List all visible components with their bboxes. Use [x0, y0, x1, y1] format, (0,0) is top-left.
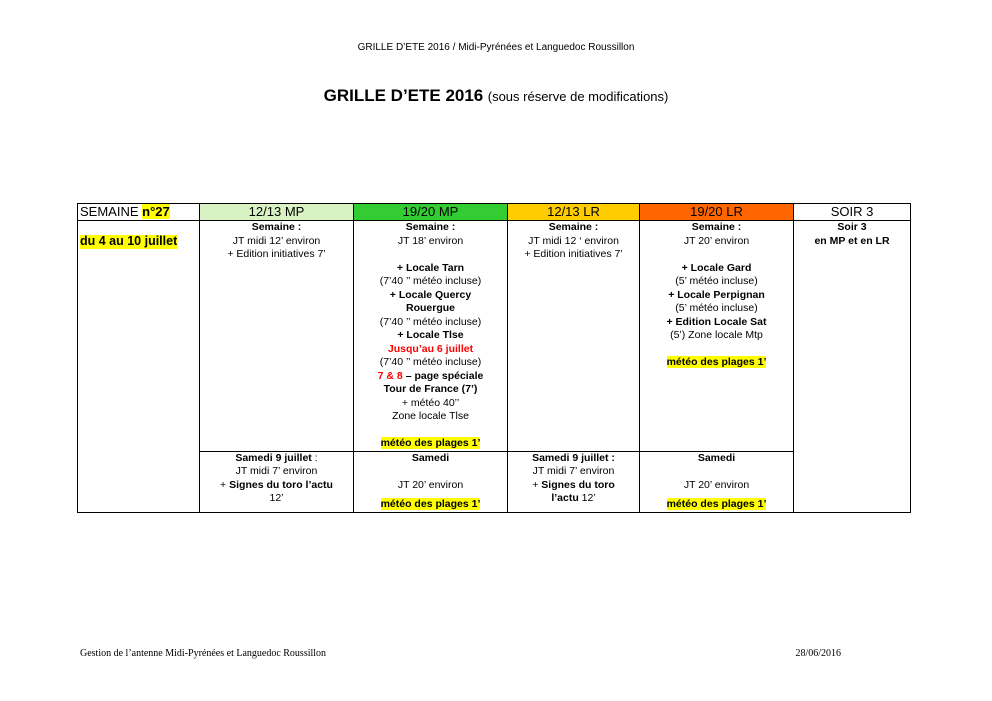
- cell-line: + Edition Locale Sat: [666, 315, 767, 328]
- meteo-plages-highlight: météo des plages 1’: [380, 498, 481, 510]
- cell-line: + Locale Perpignan: [668, 288, 765, 301]
- header-lr-1920: 19/20 LR: [640, 204, 794, 221]
- cell-line: Rouergue: [405, 302, 455, 314]
- cell-line: JT 18’ environ: [397, 234, 464, 247]
- cell-colon: :: [311, 451, 318, 464]
- header-mp-1213: 12/13 MP: [200, 204, 354, 221]
- cell-line: l’actu: [551, 492, 579, 504]
- cell-line: (5’) Zone locale Mtp: [670, 329, 763, 341]
- header-semaine: [78, 204, 200, 221]
- weekday-mp-1213: [200, 221, 354, 452]
- cell-line: + Edition initiatives 7’: [524, 248, 623, 260]
- title-sub: (sous réserve de modifications): [487, 89, 669, 104]
- footer-left: Gestion de l’antenne Midi-Pyrénées et Languedoc Roussillon: [80, 648, 327, 659]
- cell-line: Semaine :: [405, 221, 456, 233]
- cell-line: JT 20’ environ: [683, 234, 750, 247]
- title-main: GRILLE D’ETE 2016: [323, 86, 484, 105]
- cell-line: Samedi 9 juillet :: [532, 451, 615, 464]
- cell-line: + Locale Quercy: [389, 288, 472, 301]
- semaine-number: n°27: [142, 204, 170, 219]
- weekday-lr-1920: [640, 221, 794, 452]
- cell-line: Samedi: [697, 451, 736, 464]
- meteo-plages-highlight: météo des plages 1’: [380, 437, 481, 449]
- weekday-mp-1920: [354, 221, 508, 452]
- header-soir3: SOIR 3: [794, 204, 911, 221]
- cell-line: + Locale Tarn: [396, 261, 465, 274]
- cell-line: JT midi 7’ environ: [532, 465, 615, 477]
- weekday-row: [78, 221, 911, 452]
- schedule-table: [77, 203, 911, 513]
- header-row: [78, 204, 911, 221]
- plus-sign: +: [220, 478, 230, 491]
- cell-line: (5’ météo incluse): [675, 275, 758, 287]
- meteo-plages-highlight: météo des plages 1’: [666, 356, 767, 368]
- running-header: GRILLE D’ETE 2016 / Midi-Pyrénées et Languedoc Roussillon: [357, 42, 635, 53]
- cell-line: JT 20’ environ: [397, 478, 464, 491]
- week-cell: [78, 221, 200, 513]
- cell-line: (7’40 ’’ météo incluse): [379, 356, 482, 368]
- soir3-cell: [794, 221, 911, 513]
- saturday-mp-1213: [200, 451, 354, 512]
- cell-line: Zone locale Tlse: [392, 410, 469, 422]
- cell-line: Samedi 9 juillet: [235, 451, 312, 464]
- plus-sign: +: [532, 478, 542, 491]
- cell-line: Signes du toro l’actu: [229, 478, 333, 491]
- semaine-label: SEMAINE: [80, 204, 139, 219]
- cell-line: JT midi 7’ environ: [235, 465, 318, 477]
- cell-line: JT midi 12 ‘ environ: [528, 234, 619, 247]
- tdf-label: – page spéciale: [402, 369, 484, 382]
- cell-line: Semaine :: [251, 221, 302, 233]
- saturday-lr-1920: [640, 451, 794, 512]
- cell-line: + Locale Tlse: [397, 329, 464, 341]
- cell-line-red: Jusqu’au 6 juillet: [387, 342, 474, 355]
- page-title: [0, 86, 992, 106]
- cell-line: JT 20’ environ: [683, 478, 750, 491]
- cell-line: Tour de France (7’): [383, 383, 478, 395]
- cell-line: Soir 3: [837, 221, 867, 233]
- cell-line: + Locale Gard: [681, 261, 752, 274]
- footer-date: 28/06/2016: [795, 648, 841, 659]
- cell-line: en MP et en LR: [814, 234, 890, 247]
- cell-line: 12’: [269, 492, 284, 504]
- saturday-row: [78, 451, 911, 512]
- saturday-lr-1213: [508, 451, 640, 512]
- cell-line: + météo 40’’: [401, 396, 460, 409]
- cell-line: [356, 370, 505, 384]
- weekday-lr-1213: [508, 221, 640, 452]
- cell-line: JT midi 12’ environ: [232, 234, 321, 247]
- cell-line: Semaine :: [691, 221, 742, 233]
- header-mp-1920: 19/20 MP: [354, 204, 508, 221]
- cell-line: 12’: [578, 492, 596, 504]
- header-lr-1213: 12/13 LR: [508, 204, 640, 221]
- meteo-plages-highlight: météo des plages 1’: [666, 498, 767, 510]
- cell-line: + Edition initiatives 7’: [227, 248, 326, 260]
- tdf-dates: 7 & 8: [377, 369, 403, 382]
- cell-line: (7’40 ’’ météo incluse): [379, 275, 482, 287]
- cell-line: Signes du toro: [541, 478, 615, 491]
- cell-line: (5’ météo incluse): [675, 302, 758, 314]
- cell-line: Samedi: [411, 451, 450, 464]
- cell-line: (7’40 ’’ météo incluse): [379, 315, 482, 328]
- cell-line: Semaine :: [548, 221, 599, 233]
- saturday-mp-1920: [354, 451, 508, 512]
- week-dates: du 4 au 10 juillet: [80, 234, 178, 248]
